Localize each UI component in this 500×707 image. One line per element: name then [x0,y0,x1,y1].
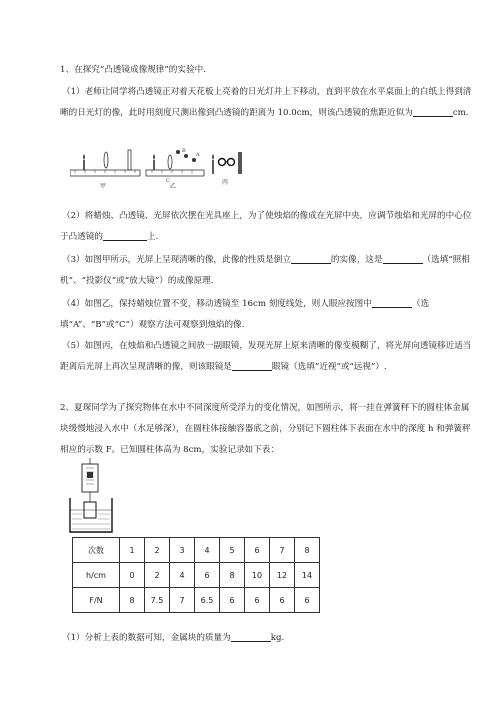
table-cell: 2 [145,563,170,588]
answer-blank [383,253,423,264]
answer-blank [232,360,272,371]
q1-part3-end: （选填“照相机”、“投影仪”或“放大镜”）的成像原理. [60,255,470,286]
fig-label-yi: 乙 [170,183,177,190]
row-header: F/N [73,588,120,613]
table-cell: 10 [245,563,270,588]
answer-blank [103,230,147,241]
row-header: 次数 [73,538,120,563]
q1-part4-text: （4）如图乙，保持蜡烛位置不变，移动透镜至 16cm 刻度线处，则人眼应按图中 [62,299,372,309]
answer-blank [291,253,331,264]
q2-part1-text: （1）分析上表的数据可知，金属块的质量为 [62,633,231,643]
table-cell: 14 [295,563,320,588]
table-cell: 6 [220,588,245,613]
table-cell: 6 [245,538,270,563]
fig-label-c: C [166,178,170,184]
fig-label-jia: 甲 [100,183,107,190]
table-cell: 0 [120,563,145,588]
q1-part5-end: 眼镜（选填“近视”或“远视”）. [271,362,387,372]
q1-part4-end: （选填“A”、“B”或“C”）观察方法可观察到烛焰的像. [60,299,430,330]
question-1-part-5 [60,336,472,378]
table-cell: 5 [220,538,245,563]
question-1-part-4 [60,294,472,336]
table-row [73,588,320,613]
q1-part2-text: （2）将蜡烛、凸透镜、光屏依次摆在光具座上，为了使烛焰的像成在光屏中央，应调节烛焰和光屏的中心位于凸透镜的 [60,211,472,242]
q1-part1-unit: cm. [452,108,469,118]
table-row [73,563,320,588]
table-cell: 6 [195,563,220,588]
table-cell: 8 [220,563,245,588]
table-cell: 6 [295,588,320,613]
question-1-stem: 1、在探究“凸透镜成像规律”的实验中. [60,65,206,75]
table-cell: 2 [145,538,170,563]
table-cell: 6 [270,588,295,613]
fig-label-bing: 丙 [222,179,229,186]
table-cell: 7.5 [145,588,170,613]
figure-bing [212,152,242,186]
q1-part3-mid: 的实像，这是 [330,255,383,265]
fig-label-a: A [196,152,200,158]
question-1-part-3 [60,250,472,292]
answer-blank [372,297,412,308]
question-2-stem: 2、夏琛同学为了探究物体在水中不同深度所受浮力的变化情况，如图所示，将一挂在弹簧秤下的圆柱体金属块缓慢地浸入水中（水足够深），在圆柱体接触容器底之前，分别记下圆柱体下表面在水中的深度 h 和弹簧秤相应的示数 F。已知圆柱体高为 8cm，实验记录如下表： [60,403,471,455]
table-cell: 7 [170,588,195,613]
question-1-part-2 [60,206,472,248]
optical-bench-yi [146,148,204,190]
optical-bench-jia [70,150,140,190]
q1-part1-text: （1）老师让同学将凸透镜正对着天花板上亮着的日光灯并上下移动，直到平放在水平桌面上的白纸上得到清晰的日光灯的像，此时用刻度尺测出像到凸透镜的距离为 10.0cm，则该凸透镜的焦距近似为 [60,87,472,118]
table-cell: 8 [295,538,320,563]
q2-part1-unit: kg. [270,633,285,643]
table-cell: 8 [120,588,145,613]
q1-part3-text: （3）如图甲所示，光屏上呈现清晰的像，此像的性质是倒立 [62,255,291,265]
fig-label-b: B [182,148,186,154]
table-cell: 4 [195,538,220,563]
table-cell: 7 [270,538,295,563]
experiment-data-table [72,537,320,613]
q1-part2-end: 上. [146,232,159,242]
table-cell: 6.5 [195,588,220,613]
table-cell: 3 [170,538,195,563]
table-cell: 1 [120,538,145,563]
question-2-part-1 [60,628,472,649]
row-header: h/cm [73,563,120,588]
table-cell: 12 [270,563,295,588]
table-cell: 4 [170,563,195,588]
optics-bench-figures [70,146,250,192]
question-1-part-1 [60,82,472,124]
table-row [73,538,320,563]
answer-blank [231,631,271,642]
spring-scale-cylinder-figure [68,458,116,534]
table-cell: 6 [245,588,270,613]
q1-part5-text: （5）如图丙，在烛焰和凸透镜之间放一副眼镜，发现光屏上原来清晰的像变模糊了，将光屏向透镜移近适当距离后光屏上再次呈现清晰的像，则该眼镜是 [60,341,472,372]
answer-blank [413,106,453,117]
